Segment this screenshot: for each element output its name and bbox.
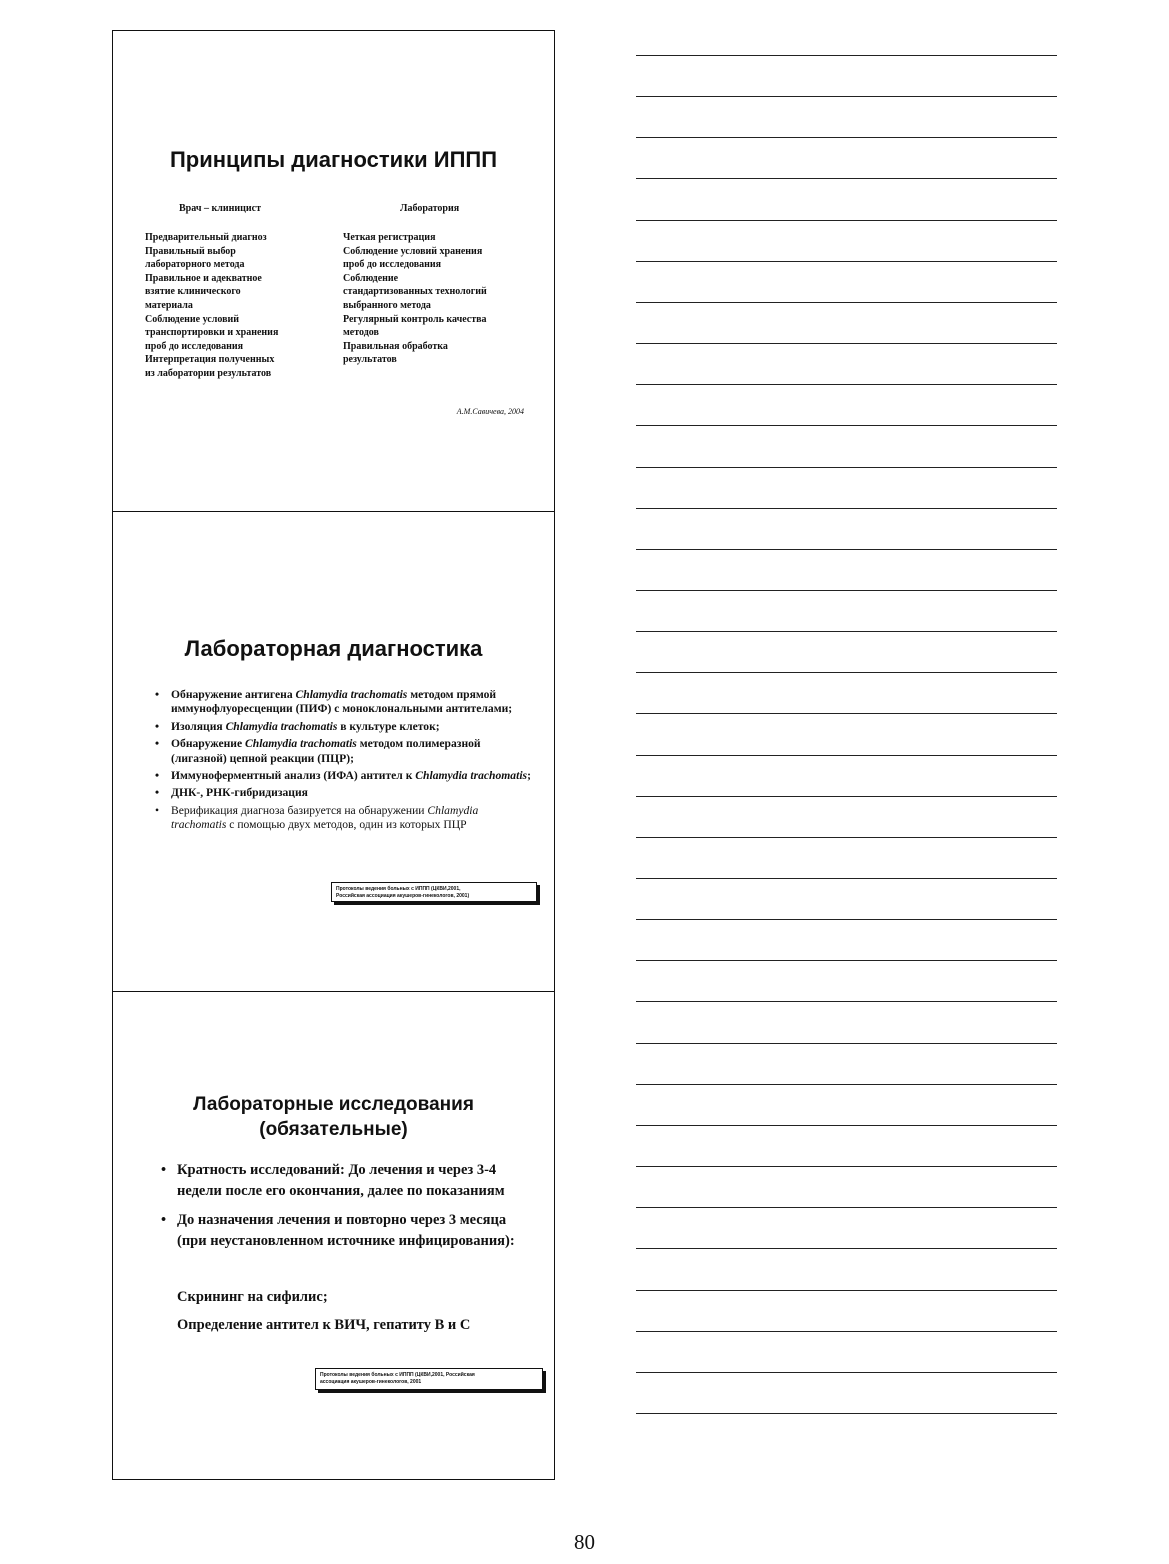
column-line: выбранного метода [343, 299, 431, 311]
sub-item-syphilis: Скрининг на сифилис; [177, 1289, 328, 1305]
column-line: Соблюдение [343, 272, 399, 284]
slide-title: Лабораторные исследования (обязательные) [193, 1094, 474, 1140]
note-line [636, 960, 1057, 961]
column-line: Предварительный диагноз [145, 232, 267, 243]
note-line [636, 837, 1057, 838]
column-line: результатов [343, 354, 397, 366]
column-line: Правильный выбор [145, 245, 236, 257]
note-line [636, 713, 1057, 714]
note-line [636, 425, 1057, 426]
column-line: Соблюдение условий хранения [343, 245, 483, 257]
note-line [636, 384, 1057, 385]
note-line [636, 1125, 1057, 1126]
reference-box: Протоколы ведения больных с ИППП (ЦКВИ,2001, Российская ассоциация акушеров-гинекологов, 2001) [331, 882, 537, 902]
note-line [636, 1166, 1057, 1167]
slide-principles [113, 31, 554, 511]
slide-title: Лабораторная диагностика [184, 636, 483, 661]
slide-credit: А.М.Савичева, 2004 [456, 407, 524, 416]
list-item: • ДНК-, РНК-гибридизация [155, 786, 535, 800]
slides-panel [112, 30, 555, 1480]
note-line [636, 1001, 1057, 1002]
reference-box: Протоколы ведения больных с ИППП (ЦКВИ,2001, Российская ассоциация акушеров-гинекологов, 2001 [315, 1368, 543, 1390]
note-line [636, 549, 1057, 550]
note-line [636, 878, 1057, 879]
column-line: Правильное и адекватное [145, 272, 262, 284]
list-item: • Иммуноферментный анализ (ИФА) антител к Chlamydia trachomatis; [155, 769, 535, 783]
clinician-column [145, 231, 335, 381]
note-line [636, 755, 1057, 756]
note-line [636, 1043, 1057, 1044]
note-line [636, 178, 1057, 179]
column-line: транспортировки и хранения [145, 327, 279, 339]
note-line [636, 1413, 1057, 1414]
list-item: • Кратность исследований: До лечения и через 3-4 недели после его окончания, далее по показаниям [161, 1160, 521, 1202]
list-item: • До назначения лечения и повторно через 3 месяца (при неустановленном источнике инфицирования): [161, 1210, 521, 1252]
note-line [636, 631, 1057, 632]
note-line [636, 55, 1057, 56]
column-line: лабораторного метода [145, 259, 245, 271]
note-line [636, 96, 1057, 97]
list-item: • Изоляция Chlamydia trachomatis в культуре клеток; [155, 720, 535, 734]
slide-lab-diagnostics [113, 511, 554, 991]
note-line [636, 1084, 1057, 1085]
column-line: взятие клинического [145, 286, 241, 298]
column-line: Правильная обработка [343, 340, 448, 352]
list-item: • Верификация диагноза базируется на обнаружении Chlamydia trachomatis с помощью двух методов, один из которых ПЦР [155, 804, 511, 833]
column-line: Четкая регистрация [343, 232, 436, 243]
note-line [636, 261, 1057, 262]
note-line [636, 508, 1057, 509]
list-item: • Обнаружение Chlamydia trachomatis методом полимеразной (лигазной) цепной реакции (ПЦР); [155, 737, 535, 766]
note-line [636, 137, 1057, 138]
slide-title: Принципы диагностики ИППП [169, 147, 498, 172]
note-line [636, 796, 1057, 797]
note-line [636, 672, 1057, 673]
column-line: материала [145, 299, 193, 311]
note-line [636, 1372, 1057, 1373]
note-line [636, 1331, 1057, 1332]
note-line [636, 220, 1057, 221]
note-line [636, 1248, 1057, 1249]
note-line [636, 1290, 1057, 1291]
column-line: проб до исследования [343, 259, 442, 271]
column-line: Регулярный контроль качества [343, 313, 487, 325]
column-line: проб до исследования [145, 340, 244, 352]
column-line: Интерпретация полученных [145, 354, 275, 366]
page-number: 80 [574, 1530, 595, 1554]
list-item: • Обнаружение антигена Chlamydia trachomatis методом прямой иммунофлуоресценции (ПИФ) с моноклональными антителами; [155, 688, 535, 717]
tests-list [161, 1160, 521, 1260]
laboratory-column [343, 231, 543, 367]
note-line [636, 467, 1057, 468]
note-line [636, 919, 1057, 920]
column-line: Соблюдение условий [145, 313, 240, 325]
note-line [636, 302, 1057, 303]
column-line: стандартизованных технологий [343, 286, 487, 298]
column-heading-clinician: Врач – клиницист [179, 203, 262, 214]
column-heading-laboratory: Лаборатория [400, 203, 460, 214]
note-line [636, 1207, 1057, 1208]
diagnostics-list [155, 688, 535, 836]
note-line [636, 343, 1057, 344]
column-line: методов [343, 327, 379, 339]
column-line: из лаборатории результатов [145, 367, 272, 379]
slide-lab-tests [113, 991, 554, 1478]
sub-item-antibodies: Определение антител к ВИЧ, гепатиту В и С [177, 1317, 471, 1333]
note-line [636, 590, 1057, 591]
